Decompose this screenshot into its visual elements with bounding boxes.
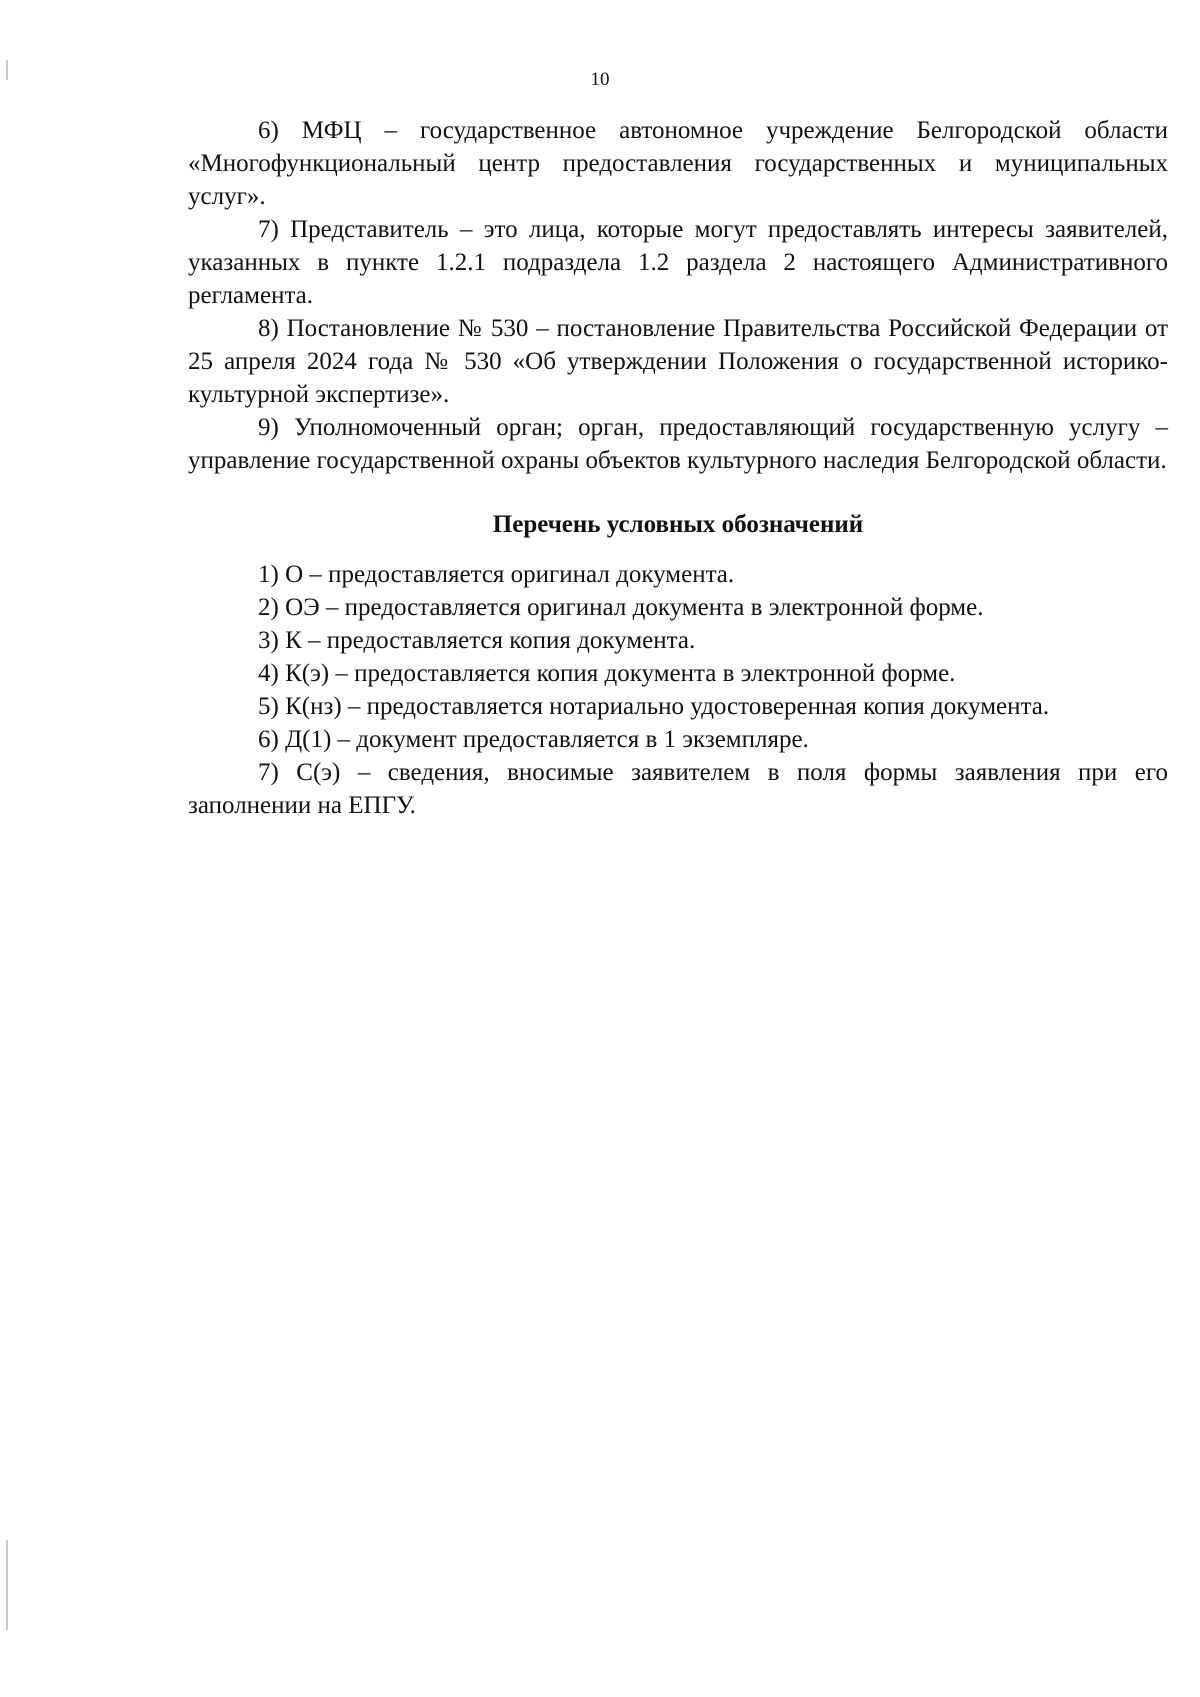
legend-item: 6) Д(1) – документ предоставляется в 1 экземпляре. (258, 726, 809, 753)
definition-item: 7) Представитель – это лица, которые могут предоставлять интересы заявителей, указанных в пункте 1.2.1 подраздела 1.2 раздела 2 настоящего Административного регламента. (188, 216, 1168, 309)
legend-item: 3) К – предоставляется копия документа. (258, 627, 696, 654)
definition-item: 8) Постановление № 530 – постановление Правительства Российской Федерации от 25 апреля 2024 года № 530 «Об утверждении Положения о государственной историко-культурной экспертизе». (188, 315, 1168, 408)
scan-edge-mark (6, 1540, 8, 1630)
page-number: 10 (590, 69, 610, 90)
legend-item: 1) О – предоставляется оригинал документа. (258, 561, 735, 588)
legend-item: 4) К(э) – предоставляется копия документа в электронной форме. (258, 660, 956, 687)
legend-item: 2) ОЭ – предоставляется оригинал документа в электронной форме. (258, 594, 984, 621)
document-body (188, 114, 1168, 822)
legend-heading: Перечень условных обозначений (492, 511, 864, 538)
definition-item: 9) Уполномоченный орган; орган, предоставляющий государственную услугу – управление государственной охраны объектов культурного наследия Белгородской области. (188, 414, 1168, 474)
legend-item: 7) С(э) – сведения, вносимые заявителем в поля формы заявления при его заполнении на ЕПГУ. (188, 759, 1168, 819)
legend-item: 5) К(нз) – предоставляется нотариально удостоверенная копия документа. (258, 693, 1050, 720)
definition-item: 6) МФЦ – государственное автономное учреждение Белгородской области «Многофункциональный центр предоставления государственных и муниципальных услуг». (188, 117, 1168, 210)
